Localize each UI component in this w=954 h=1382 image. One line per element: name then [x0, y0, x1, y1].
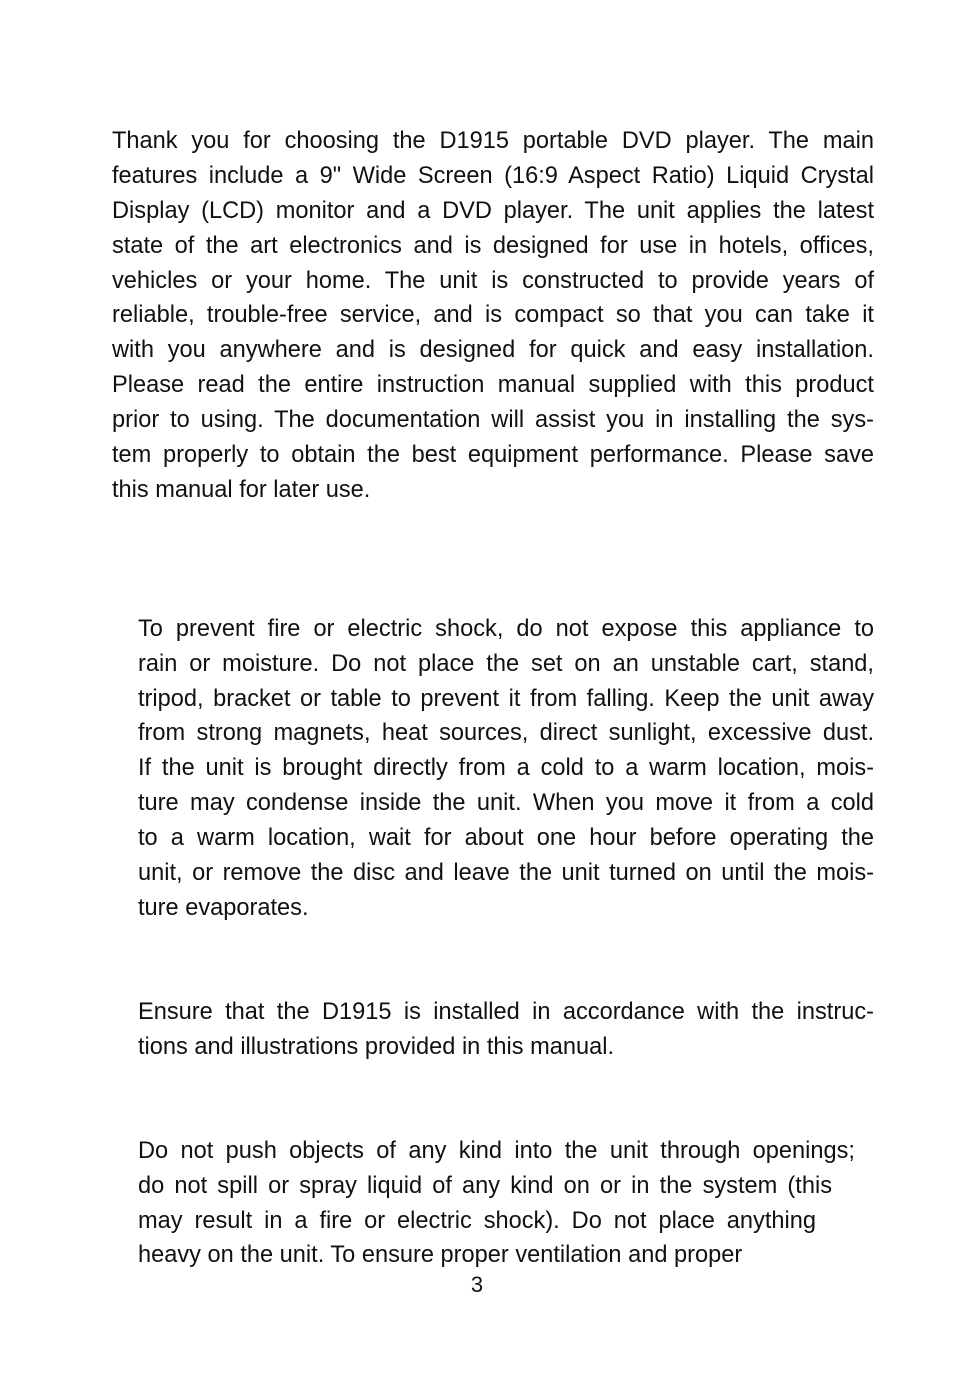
objects-line: may result in a fire or electric shock). Do not place anything [138, 1208, 816, 1234]
page-number: 3 [470, 1272, 484, 1297]
warning-line: rain or moisture. Do not place the set on an unstable cart, stand, [138, 651, 874, 677]
intro-line: Display (LCD) monitor and a DVD player. The unit applies the latest [112, 198, 874, 224]
warning-line: ture evaporates. [138, 895, 309, 921]
intro-line: features include a 9" Wide Screen (16:9 Aspect Ratio) Liquid Crystal [112, 163, 874, 189]
warning-line: to a warm location, wait for about one hour before operating the [138, 825, 874, 851]
intro-line: reliable, trouble-free service, and is compact so that you can take it [112, 302, 874, 328]
warning-line: To prevent fire or electric shock, do not expose this appliance to [138, 616, 874, 642]
intro-line: prior to using. The documentation will assist you in installing the sys- [112, 407, 874, 433]
intro-line: Please read the entire instruction manual supplied with this product [112, 372, 874, 398]
warning-line: from strong magnets, heat sources, direct sunlight, excessive dust. [138, 720, 874, 746]
objects-line: do not spill or spray liquid of any kind on or in the system (this [138, 1173, 832, 1199]
installation-line: Ensure that the D1915 is installed in accordance with the instruc- [138, 999, 874, 1025]
installation-line: tions and illustrations provided in this manual. [138, 1034, 615, 1060]
intro-line: with you anywhere and is designed for quick and easy installation. [112, 337, 874, 363]
intro-line: state of the art electronics and is designed for use in hotels, offices, [112, 233, 874, 259]
objects-line: Do not push objects of any kind into the unit through openings; [138, 1138, 855, 1164]
intro-line: this manual for later use. [112, 477, 371, 503]
warning-line: unit, or remove the disc and leave the unit turned on until the mois- [138, 860, 874, 886]
intro-line: Thank you for choosing the D1915 portable DVD player. The main [112, 128, 874, 154]
warning-line: tripod, bracket or table to prevent it from falling. Keep the unit away [138, 686, 874, 712]
warning-line: ture may condense inside the unit. When you move it from a cold [138, 790, 874, 816]
objects-line: heavy on the unit. To ensure proper ventilation and proper [138, 1242, 743, 1268]
intro-line: vehicles or your home. The unit is constructed to provide years of [112, 268, 874, 294]
warning-line: If the unit is brought directly from a cold to a warm location, mois- [138, 755, 874, 781]
intro-line: tem properly to obtain the best equipment performance. Please save [112, 442, 874, 468]
